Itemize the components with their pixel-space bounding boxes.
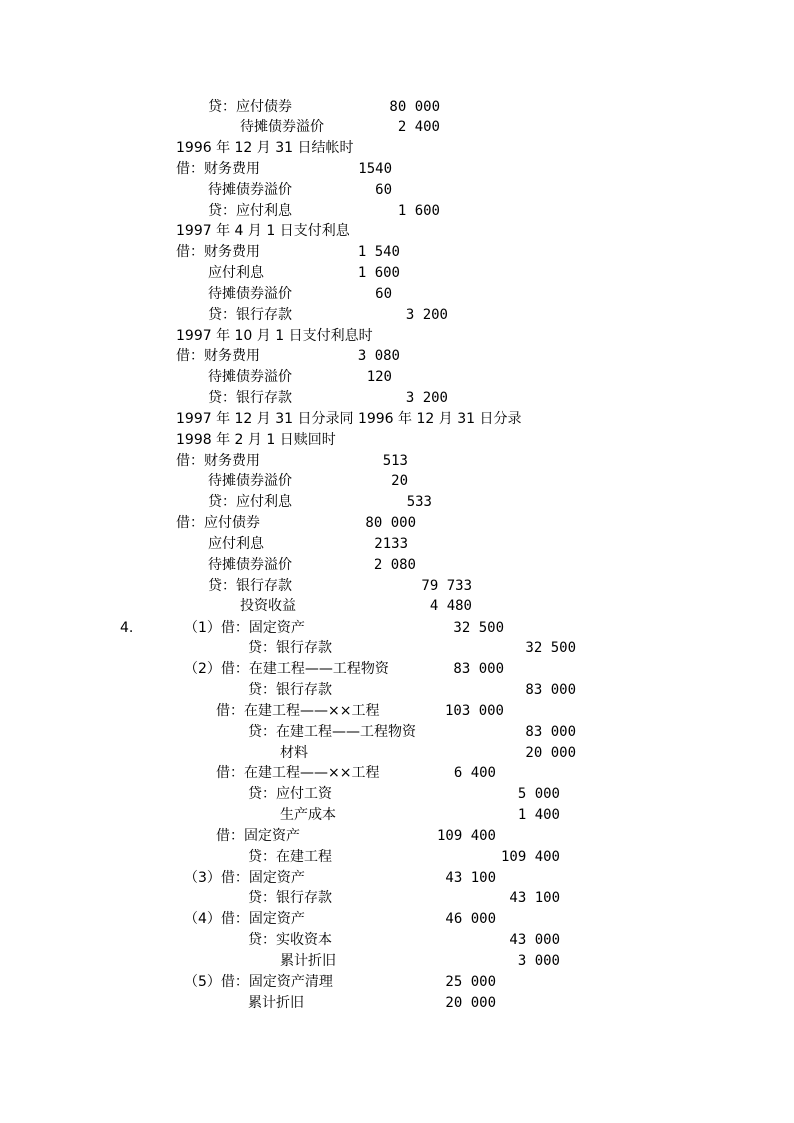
entry-amount: 83 000 — [525, 682, 576, 698]
entry-label: 待摊债券溢价 — [208, 473, 292, 489]
entry-amount: 3 080 — [357, 348, 400, 364]
entry-amount: 83 000 — [453, 661, 504, 677]
entry-label: 待摊债券溢价 — [240, 119, 324, 135]
entry-label: 贷：在建工程 — [248, 849, 332, 865]
entry-label: 借：财务费用 — [176, 453, 260, 469]
entry-amount: 6 400 — [453, 765, 496, 781]
entry-label: 借：财务费用 — [176, 244, 260, 260]
entry-amount: 1 400 — [517, 807, 560, 823]
entry-amount: 1 540 — [357, 244, 400, 260]
entry-amount: 533 — [406, 494, 432, 510]
entry-amount: 25 000 — [445, 974, 496, 990]
entry-label: （2）借：在建工程——工程物资 — [184, 661, 389, 677]
entry-label: 1997 年 10 月 1 日支付利息时 — [176, 328, 373, 344]
entry-label: 材料 — [280, 745, 308, 761]
entry-label: 贷：银行存款 — [248, 890, 332, 906]
entry-amount: 109 400 — [500, 849, 560, 865]
entry-label: 借：在建工程——××工程 — [216, 703, 380, 719]
entry-label: 1997 年 4 月 1 日支付利息 — [176, 223, 350, 239]
entry-amount: 5 000 — [517, 786, 560, 802]
entry-label: 贷：银行存款 — [208, 390, 292, 406]
entry-amount: 83 000 — [525, 724, 576, 740]
entry-amount: 2 400 — [397, 119, 440, 135]
entry-amount: 1 600 — [397, 203, 440, 219]
entry-label: 贷：在建工程——工程物资 — [248, 724, 416, 740]
entry-label: 借：固定资产 — [216, 828, 300, 844]
entry-label: 投资收益 — [240, 598, 296, 614]
entry-amount: 60 — [375, 182, 392, 198]
entry-amount: 20 000 — [445, 995, 496, 1011]
entry-amount: 120 — [366, 369, 392, 385]
entry-amount: 1 600 — [357, 265, 400, 281]
entry-label: 贷：应付工资 — [248, 786, 332, 802]
entry-amount: 3 200 — [405, 390, 448, 406]
entry-label: 待摊债券溢价 — [208, 182, 292, 198]
entry-label: （5）借：固定资产清理 — [184, 974, 333, 990]
entry-label: 待摊债券溢价 — [208, 286, 292, 302]
entry-label: 借：财务费用 — [176, 348, 260, 364]
entry-amount: 43 000 — [509, 932, 560, 948]
entry-label: 1996 年 12 月 31 日结帐时 — [176, 140, 354, 156]
entry-amount: 60 — [375, 286, 392, 302]
entry-amount: 3 000 — [517, 953, 560, 969]
entry-label: （1）借：固定资产 — [184, 620, 305, 636]
entry-label: 借：应付债券 — [176, 515, 260, 531]
entry-amount: 109 400 — [436, 828, 496, 844]
entry-label: 1998 年 2 月 1 日赎回时 — [176, 432, 336, 448]
entry-label: 累计折旧 — [248, 995, 304, 1011]
entry-amount: 20 — [391, 473, 408, 489]
entry-amount: 46 000 — [445, 911, 496, 927]
entry-label: 贷：应付债券 — [208, 99, 292, 115]
entry-label: 贷：银行存款 — [248, 682, 332, 698]
entry-label: 累计折旧 — [280, 953, 336, 969]
entry-amount: 43 100 — [509, 890, 560, 906]
entry-label: 贷：银行存款 — [248, 640, 332, 656]
entry-amount: 32 500 — [525, 640, 576, 656]
entry-label: 应付利息 — [208, 536, 264, 552]
entry-label: （4）借：固定资产 — [184, 911, 305, 927]
entry-amount: 80 000 — [389, 99, 440, 115]
entry-amount: 513 — [382, 453, 408, 469]
entry-label: 应付利息 — [208, 265, 264, 281]
entry-label: 借：在建工程——××工程 — [216, 765, 380, 781]
entry-label: 1997 年 12 月 31 日分录同 1996 年 12 月 31 日分录 — [176, 411, 522, 427]
entry-label: 待摊债券溢价 — [208, 557, 292, 573]
entry-label: 4. — [120, 620, 134, 636]
entry-amount: 20 000 — [525, 745, 576, 761]
entry-label: 贷：银行存款 — [208, 578, 292, 594]
entry-label: 生产成本 — [280, 807, 336, 823]
entry-amount: 3 200 — [405, 307, 448, 323]
entry-amount: 43 100 — [445, 870, 496, 886]
entry-amount: 80 000 — [365, 515, 416, 531]
entry-amount: 4 480 — [429, 598, 472, 614]
entry-amount: 1540 — [358, 161, 392, 177]
entry-label: 贷：银行存款 — [208, 307, 292, 323]
entry-label: 贷：应付利息 — [208, 203, 292, 219]
entry-amount: 32 500 — [453, 620, 504, 636]
entry-label: 贷：实收资本 — [248, 932, 332, 948]
entry-label: （3）借：固定资产 — [184, 870, 305, 886]
entry-label: 借：财务费用 — [176, 161, 260, 177]
entry-label: 贷：应付利息 — [208, 494, 292, 510]
entry-amount: 103 000 — [444, 703, 504, 719]
entry-amount: 2 080 — [373, 557, 416, 573]
entry-amount: 2133 — [374, 536, 408, 552]
entry-amount: 79 733 — [421, 578, 472, 594]
entry-label: 待摊债券溢价 — [208, 369, 292, 385]
